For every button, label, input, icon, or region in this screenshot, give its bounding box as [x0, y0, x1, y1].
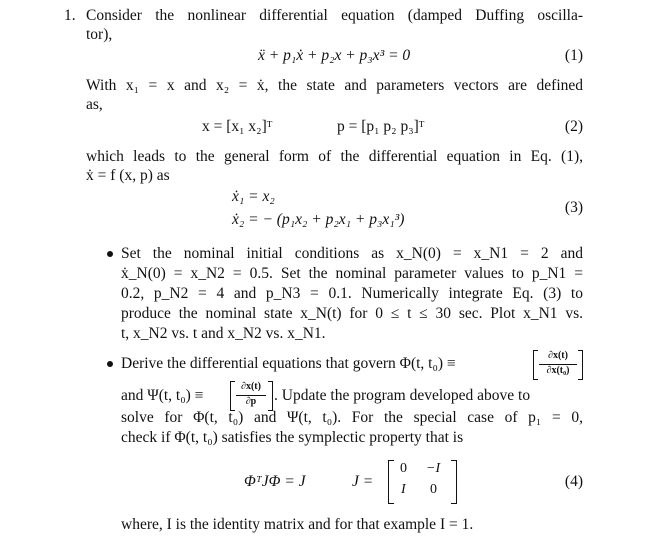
bullet-1-line-5: t, x_N2 vs. t and x_N2 vs. x_N1.: [121, 325, 326, 342]
bullet-2-line-3: solve for Φ(t, t₀) and Ψ(t, t₀). For the special case of p₁ = 0,: [121, 409, 583, 426]
bullet-1-line-2: ẋ_N(0) = x_N2 = 0.5. Set the nominal parameter values to p_N1 =: [121, 265, 583, 282]
equation-4-number: (4): [564, 473, 583, 490]
equation-3-row-1: ẋ₁ = x₂: [232, 188, 275, 205]
intro-line-2: tor),: [86, 26, 113, 43]
j-matrix-left-bracket: [388, 460, 394, 504]
psi-numerator: ∂x(t): [241, 381, 261, 392]
general-form-line-1: which leads to the general form of the differential equation in Eq. (1),: [86, 148, 583, 165]
closing-sentence: where, I is the identity matrix and for that example I = 1.: [121, 516, 474, 533]
bullet-2-line-1: Derive the differential equations that govern Φ(t, t₀) ≡: [121, 355, 456, 372]
psi-denominator: ∂p: [245, 396, 257, 407]
bullet-2-line-2a: and Ψ(t, t₀) ≡: [121, 387, 204, 404]
item-number: 1.: [64, 7, 76, 24]
j-matrix-m22: 0: [430, 482, 437, 497]
phi-right-bracket: [578, 350, 583, 380]
intro-line-1: Consider the nonlinear differential equation (damped Duffing oscilla-: [86, 7, 583, 24]
equation-3-number: (3): [564, 199, 583, 216]
symplectic-equation: ΦᵀJΦ = J: [244, 473, 306, 490]
equation-3-row-2: ẋ₂ = − (p₁x₂ + p₂x₁ + p₃x₁³): [232, 211, 405, 228]
phi-denominator: ∂x(t₀): [546, 365, 570, 376]
j-matrix-m21: I: [401, 482, 406, 497]
bullet-marker-1: [107, 251, 113, 257]
j-matrix-m11: 0: [400, 461, 407, 476]
j-matrix-right-bracket: [451, 460, 457, 504]
equation-2-number: (2): [564, 118, 583, 135]
state-definition-line-1: With x₁ = x and x₂ = ẋ, the state and parameters vectors are defined: [86, 77, 583, 94]
equation-1: ẍ + p₁ẋ + p₂x + p₃x³ = 0: [258, 47, 411, 64]
state-definition-line-2: as,: [86, 96, 103, 113]
bullet-1-line-3: 0.2, p_N2 = 4 and p_N3 = 0.1. Numerically integrate Eq. (3) to: [121, 285, 583, 302]
psi-right-bracket: [268, 381, 273, 411]
j-matrix-label: J =: [352, 473, 374, 490]
parameter-vector: p = [p₁ p₂ p₃]ᵀ: [337, 118, 425, 135]
bullet-1-line-1: Set the nominal initial conditions as x_N(0) = x_N1 = 2 and: [121, 245, 583, 262]
equation-1-number: (1): [564, 47, 583, 64]
general-form-line-2: ẋ = f (x, p) as: [86, 167, 170, 184]
phi-numerator: ∂x(t): [548, 350, 568, 361]
j-matrix-m12: −I: [426, 461, 441, 476]
state-vector: x = [x₁ x₂]ᵀ: [202, 118, 273, 135]
bullet-1-line-4: produce the nominal state x_N(t) for 0 ≤ t ≤ 30 sec. Plot x_N1 vs.: [121, 305, 583, 322]
bullet-marker-2: [107, 361, 113, 367]
bullet-2-line-2b: . Update the program developed above to: [274, 387, 531, 404]
bullet-2-line-4: check if Φ(t, t₀) satisfies the symplectic property that is: [121, 429, 464, 446]
